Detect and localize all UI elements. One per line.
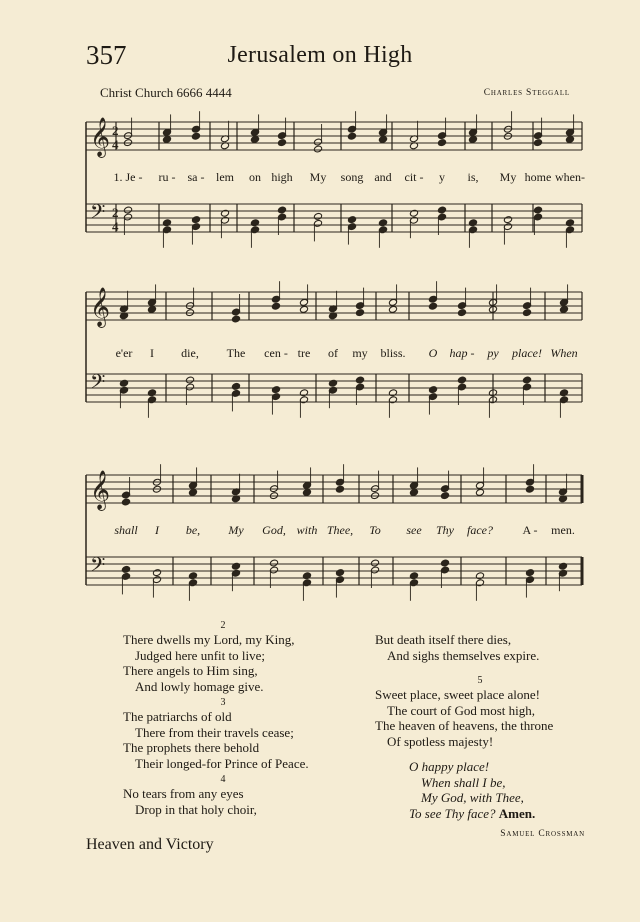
verse-line: There angels to Him sing, [123, 663, 258, 678]
music-system-2 [0, 282, 640, 398]
bass-note [152, 569, 161, 577]
lyric-syllable: sa - [187, 170, 205, 184]
bass-note [250, 219, 259, 227]
verse-number: 3 [220, 697, 226, 708]
bass-note [457, 376, 466, 384]
treble-note [147, 305, 156, 313]
treble-note [313, 145, 322, 153]
bass-note [565, 219, 574, 227]
lyric-syllable: y [439, 170, 445, 184]
lyric-syllable: cen - [264, 346, 288, 360]
bass-clef: 𝄢 [90, 200, 106, 228]
verses-right-column [375, 620, 585, 843]
lyric-syllable: tre [297, 346, 311, 360]
treble-note [277, 139, 286, 147]
lyric-syllable: A - [522, 523, 538, 537]
treble-note [522, 309, 531, 317]
lyric-syllable: bliss. [380, 346, 406, 360]
refrain [375, 759, 585, 821]
treble-note [191, 132, 200, 140]
bass-note [328, 379, 337, 387]
verse-line: The court of God most high, [387, 702, 536, 718]
verse-line: Sweet place, sweet place alone! [375, 687, 540, 702]
lyric-syllable: Thee, [326, 523, 354, 537]
refrain-line: My God, with Thee, [421, 790, 524, 805]
lyric-syllable: high [271, 170, 293, 184]
lyric-syllable: face? [467, 523, 493, 537]
lyric-syllable: song [340, 170, 364, 184]
composer-credit: Charles Steggall [483, 88, 570, 98]
lyric-syllable: on [249, 170, 261, 184]
verse-line: The heaven of heavens, the throne [375, 718, 554, 733]
lyric-syllable: To [369, 523, 381, 537]
bass-note [231, 382, 240, 390]
lyric-syllable: men. [551, 523, 575, 537]
bass-note [335, 569, 344, 577]
verse-line: No tears from any eyes [123, 786, 244, 801]
lyric-syllable: e'er [115, 346, 133, 360]
bass-note [313, 212, 322, 220]
bass-note [437, 206, 446, 214]
verse-line: And lowly homage give. [135, 678, 264, 694]
treble-clef: 𝄞 [90, 117, 111, 157]
verse-number: 4 [220, 774, 226, 785]
treble-note [409, 488, 418, 496]
refrain-line [375, 806, 585, 822]
verse-3 [123, 697, 323, 771]
lyric-syllable: O [428, 346, 438, 360]
section-footer: Heaven and Victory [86, 836, 214, 853]
author-credit: Samuel Crossman [500, 829, 585, 839]
refrain-line: When shall I be, [421, 774, 506, 790]
treble-note [302, 488, 311, 496]
bass-note [378, 219, 387, 227]
lyric-syllable: py [487, 346, 499, 360]
time-signature-top: 2 [112, 205, 119, 220]
bass-note [409, 209, 418, 217]
verse-4 [123, 774, 323, 817]
lyric-syllable: My [309, 170, 327, 184]
bass-note [162, 219, 171, 227]
lyric-syllable: cit - [404, 170, 424, 184]
treble-note [121, 498, 130, 506]
bass-note [119, 379, 128, 387]
lyric-syllable: Thy [436, 523, 454, 537]
lyric-syllable: and [374, 170, 392, 184]
lyric-syllable: My [499, 170, 517, 184]
amen: Amen. [498, 805, 536, 821]
verse-2 [123, 620, 323, 694]
lyric-syllable: of [328, 346, 338, 360]
time-signature-bottom: 4 [112, 219, 119, 234]
bass-clef: 𝄢 [90, 370, 106, 398]
treble-note [188, 488, 197, 496]
lyric-syllable: is, [467, 170, 479, 184]
lyric-syllable: with [296, 523, 318, 537]
treble-clef: 𝄞 [90, 470, 111, 510]
lyric-syllable: hap - [449, 346, 475, 360]
hymn-number: 357 [86, 40, 127, 70]
treble-note [440, 492, 449, 500]
bass-note [121, 565, 130, 573]
lyric-syllable: ru - [158, 170, 176, 184]
bass-note [269, 559, 278, 567]
treble-note [437, 139, 446, 147]
verse-number: 5 [477, 675, 483, 686]
bass-note [277, 206, 286, 214]
treble-note [299, 305, 308, 313]
verse-line: There from their travels cease; [135, 724, 294, 740]
verse-line: Their longed-for Prince of Peace. [135, 755, 309, 771]
bass-note [185, 376, 194, 384]
lyric-syllable: lem [216, 170, 234, 184]
bass-note [370, 559, 379, 567]
bass-note [522, 376, 531, 384]
treble-note [162, 135, 171, 143]
lyric-syllable: My [228, 523, 244, 537]
lyric-syllable: my [352, 346, 368, 360]
bass-note [123, 206, 132, 214]
verse-line: Of spotless majesty! [387, 733, 494, 749]
bass-note [188, 572, 197, 580]
lyric-syllable: home [524, 170, 552, 184]
bass-note [220, 209, 229, 217]
treble-note [231, 315, 240, 323]
treble-note [533, 139, 542, 147]
music-system-3 [0, 465, 640, 581]
bass-note [525, 569, 534, 577]
bass-note [559, 389, 568, 397]
treble-note [525, 485, 534, 493]
lyric-syllable: I [155, 523, 159, 537]
bass-note [468, 219, 477, 227]
treble-note [347, 132, 356, 140]
bass-note [299, 389, 308, 397]
bass-note [558, 562, 567, 570]
bass-note [271, 386, 280, 394]
bass-clef: 𝄢 [90, 553, 106, 581]
bass-note [428, 386, 437, 394]
verse-line: The patriarchs of old [123, 709, 232, 724]
lyric-syllable: be, [185, 523, 201, 537]
bass-note [147, 389, 156, 397]
hymn-title: Jerusalem on High [227, 42, 413, 68]
lyric-syllable: when- [555, 170, 585, 184]
treble-note [565, 135, 574, 143]
treble-note [250, 135, 259, 143]
music-system-1 [0, 112, 640, 234]
lyric-syllable: shall [114, 523, 138, 537]
bass-note [475, 572, 484, 580]
treble-note [271, 302, 280, 310]
lyric-syllable: The [226, 346, 246, 360]
time-signature-bottom: 4 [112, 137, 119, 152]
bass-note [302, 572, 311, 580]
refrain-text: To see Thy face? [409, 805, 496, 821]
bass-note [440, 559, 449, 567]
bass-note [533, 206, 542, 214]
bass-note [503, 216, 512, 224]
verse-4-continued [375, 632, 585, 663]
treble-note [475, 488, 484, 496]
treble-note [388, 305, 397, 313]
lyric-syllable: When [550, 346, 578, 360]
bass-note [409, 572, 418, 580]
refrain-line: O happy place! [409, 759, 490, 774]
verse-line: The prophets there behold [123, 740, 260, 755]
lyric-syllable: 1. Je - [113, 170, 143, 184]
treble-note [468, 135, 477, 143]
bass-note [388, 389, 397, 397]
verse-5 [375, 675, 585, 749]
verse-line: There dwells my Lord, my King, [123, 632, 295, 647]
lyric-syllable: God, [262, 523, 286, 537]
bass-note [347, 216, 356, 224]
verses-left-column [123, 620, 323, 817]
lyric-syllable: die, [181, 346, 199, 360]
verse-line: Judged here unfit to live; [135, 647, 265, 663]
verse-line: But death itself there dies, [375, 632, 512, 647]
treble-note [457, 309, 466, 317]
lyric-syllable: I [150, 346, 154, 360]
verse-line: And sighs themselves expire. [387, 647, 540, 663]
time-signature-top: 2 [112, 123, 119, 138]
lyric-syllable: see [406, 523, 422, 537]
tune-name-meter: Christ Church 6666 4444 [100, 85, 232, 100]
verse-number: 2 [220, 620, 226, 631]
treble-clef: 𝄞 [90, 287, 111, 327]
verse-line: Drop in that holy choir, [135, 801, 257, 817]
bass-note [191, 216, 200, 224]
bass-note [355, 376, 364, 384]
treble-note [559, 305, 568, 313]
treble-note [378, 135, 387, 143]
treble-note [335, 485, 344, 493]
treble-note [428, 302, 437, 310]
lyric-syllable: place! [512, 346, 542, 360]
bass-note [231, 562, 240, 570]
treble-note [355, 309, 364, 317]
